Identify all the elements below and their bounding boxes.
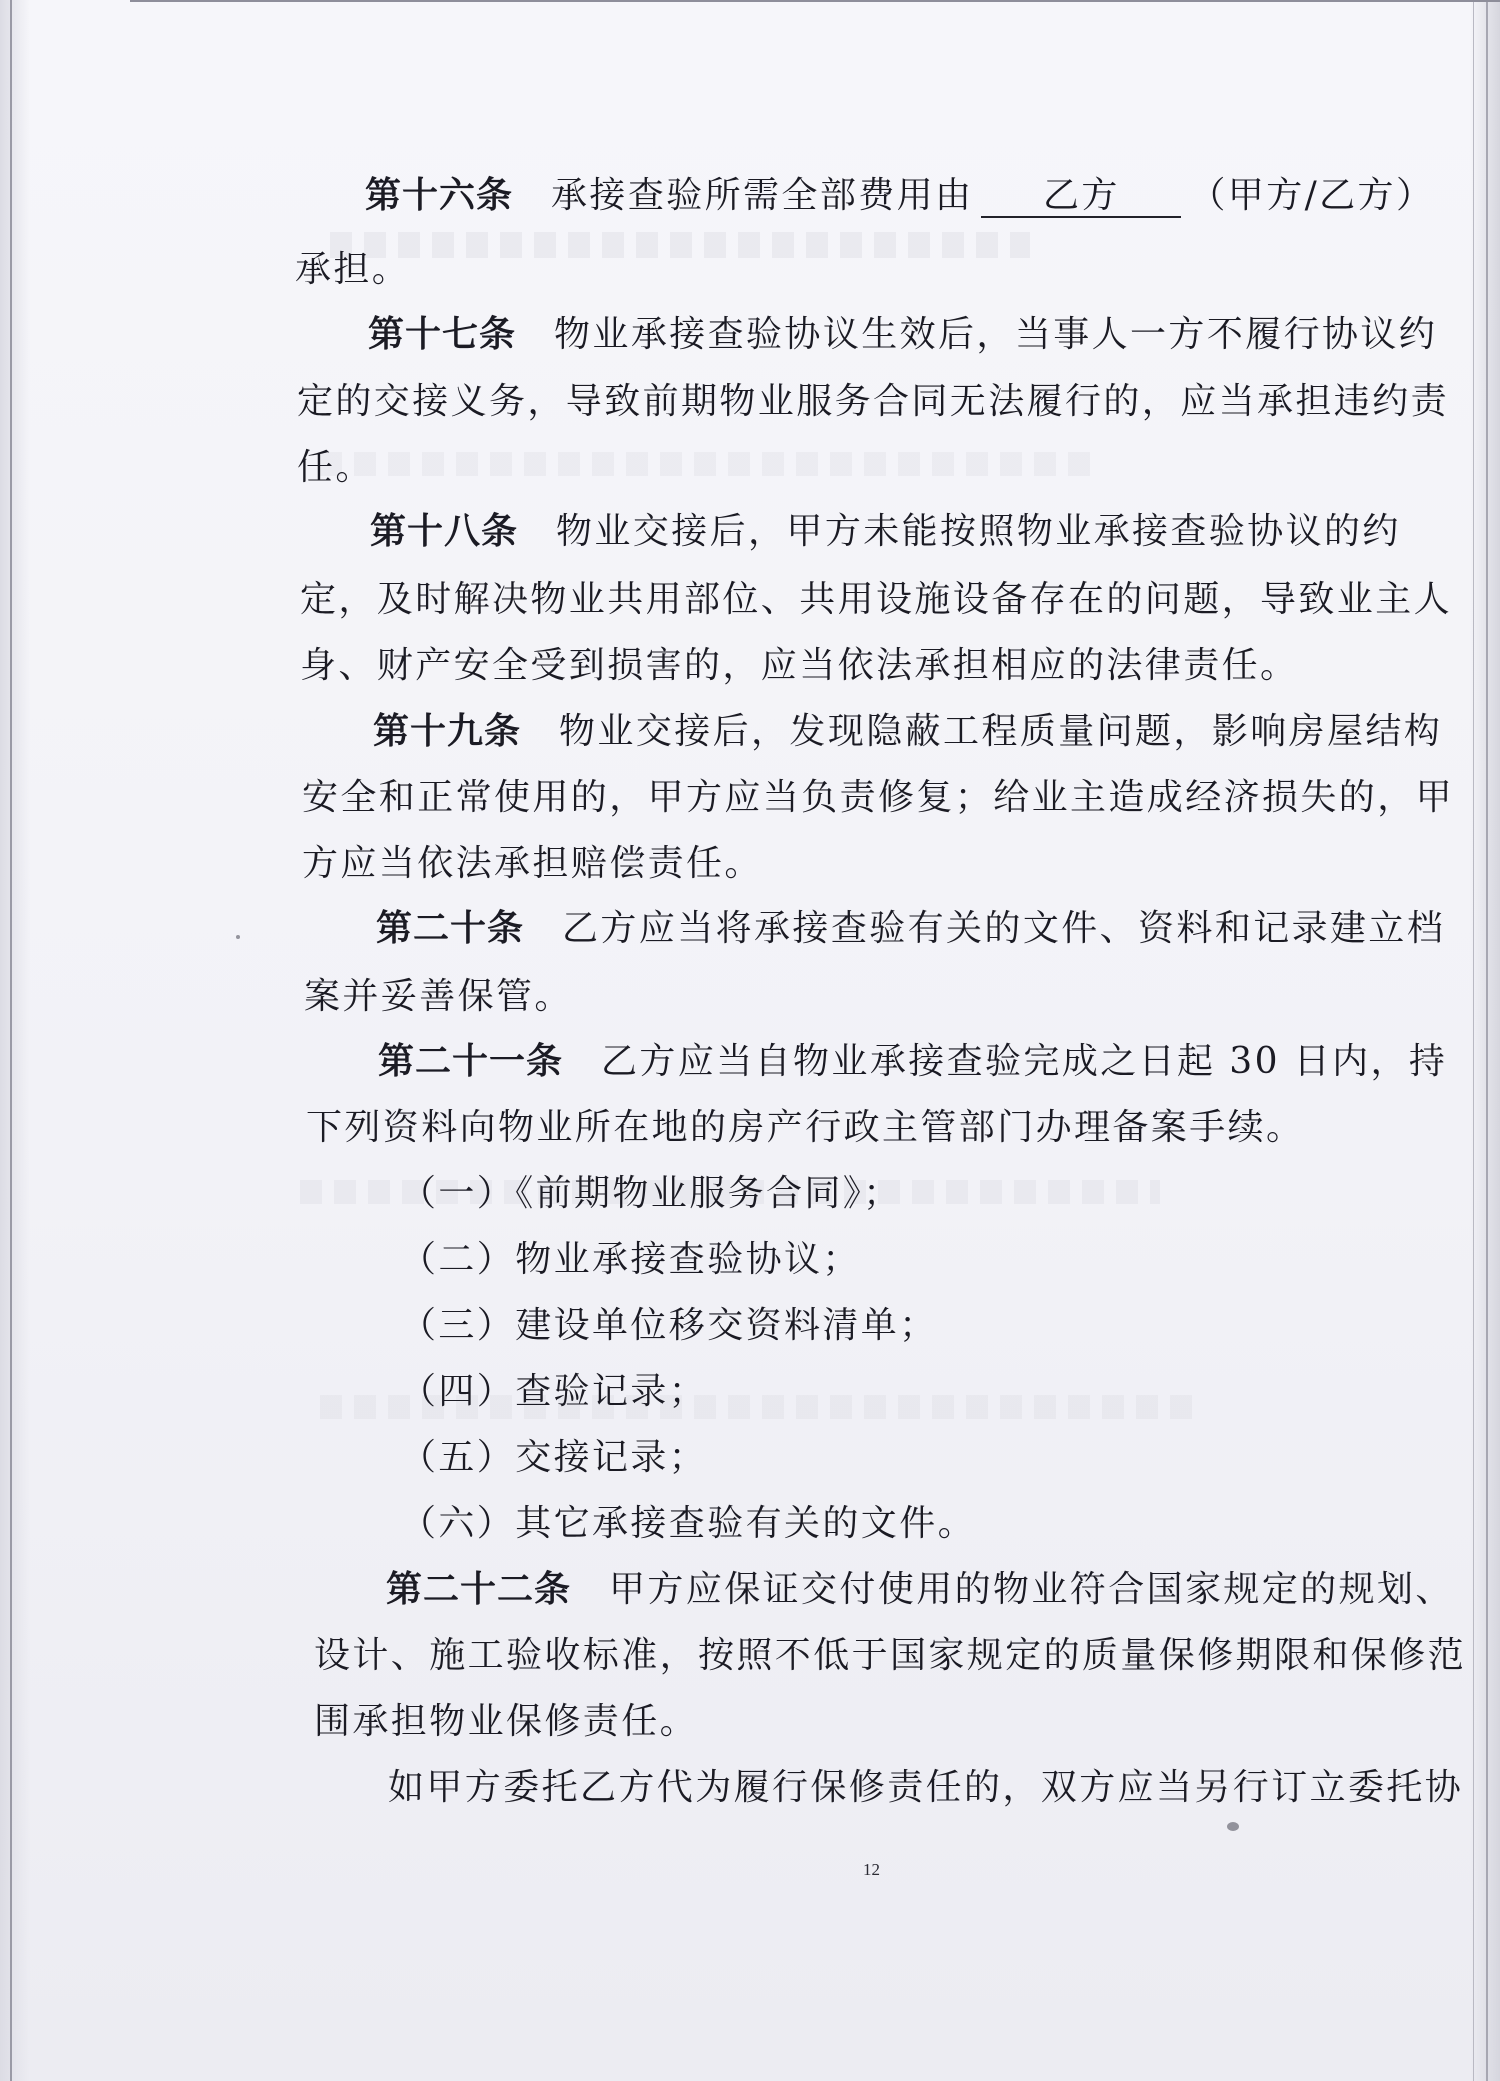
article-20-text: 乙方应当将承接查验有关的文件、资料和记录建立档 — [562, 908, 1446, 949]
right-page-edge-inner — [1473, 0, 1474, 2081]
article-19-text: 物业交接后，发现隐蔽工程质量问题，影响房屋结构 — [559, 711, 1443, 752]
article-21-title: 第二十一条 — [378, 1041, 564, 1082]
article-17-line-3: 任。 — [297, 447, 374, 488]
article-22-title: 第二十二条 — [386, 1569, 572, 1610]
list-item: （四）查验记录； — [400, 1371, 708, 1412]
show-through-texture — [330, 232, 1030, 258]
article-19-line-2: 安全和正常使用的，甲方应当负责修复；给业主造成经济损失的，甲 — [302, 777, 1455, 818]
article-16-line-1 — [365, 172, 1434, 220]
article-19-title: 第十九条 — [373, 711, 522, 752]
article-22-line-1 — [386, 1566, 1454, 1614]
article-16-options: （甲方/乙方） — [1189, 175, 1435, 216]
article-18-text: 物业交接后，甲方未能按照物业承接查验协议的约 — [556, 511, 1401, 552]
show-through-texture — [320, 452, 1100, 476]
right-page-edge — [1486, 0, 1488, 2081]
list-item: （二）物业承接查验协议； — [400, 1239, 861, 1280]
article-19-line-3: 方应当依法承担赔偿责任。 — [302, 843, 763, 884]
left-page-edge — [10, 0, 12, 2081]
article-17-title: 第十七条 — [368, 314, 517, 355]
list-item: （五）交接记录； — [400, 1437, 708, 1478]
scan-speck — [236, 935, 240, 939]
list-item: （六）其它承接查验有关的文件。 — [400, 1503, 977, 1544]
list-item: （一）《前期物业服务合同》； — [400, 1173, 902, 1214]
article-21-text: 乙方应当自物业承接查验完成之日起 30 日内，持 — [601, 1041, 1448, 1082]
article-21-line-1 — [378, 1038, 1447, 1086]
article-22-line-3: 围承担物业保修责任。 — [314, 1701, 699, 1742]
article-22-paragraph-2: 如甲方委托乙方代为履行保修责任的，双方应当另行订立委托协 — [388, 1767, 1464, 1808]
right-edge-shadow — [1470, 0, 1500, 2081]
article-18-line-1 — [370, 508, 1401, 556]
payer-fill-field: 乙方 — [981, 176, 1181, 218]
article-18-line-3: 身、财产安全受到损害的，应当依法承担相应的法律责任。 — [300, 645, 1299, 686]
page-number: 12 — [863, 1860, 880, 1879]
article-20-title: 第二十条 — [376, 908, 525, 949]
scan-speck — [1227, 1822, 1239, 1831]
list-item: （三）建设单位移交资料清单； — [400, 1305, 938, 1346]
article-22-text: 甲方应保证交付使用的物业符合国家规定的规划、 — [609, 1569, 1454, 1610]
article-20-line-1 — [376, 905, 1445, 953]
article-17-text: 物业承接查验协议生效后，当事人一方不履行协议约 — [554, 314, 1438, 355]
top-page-edge — [130, 0, 1500, 2]
article-21-line-2: 下列资料向物业所在地的房产行政主管部门办理备案手续。 — [306, 1107, 1305, 1148]
article-18-title: 第十八条 — [370, 511, 519, 552]
article-16-text: 承接查验所需全部费用由 — [551, 175, 974, 216]
article-20-line-2: 案并妥善保管。 — [304, 976, 573, 1017]
left-edge-shadow — [0, 0, 30, 2081]
article-18-line-2: 定，及时解决物业共用部位、共用设施设备存在的问题，导致业主人 — [300, 579, 1453, 620]
article-16-line-2: 承担。 — [295, 249, 411, 290]
article-16-title: 第十六条 — [365, 175, 514, 216]
article-19-line-1 — [373, 708, 1442, 756]
article-17-line-1 — [368, 311, 1437, 359]
article-17-line-2: 定的交接义务，导致前期物业服务合同无法履行的，应当承担违约责 — [297, 381, 1450, 422]
article-22-line-2: 设计、施工验收标准，按照不低于国家规定的质量保修期限和保修范 — [314, 1635, 1467, 1676]
